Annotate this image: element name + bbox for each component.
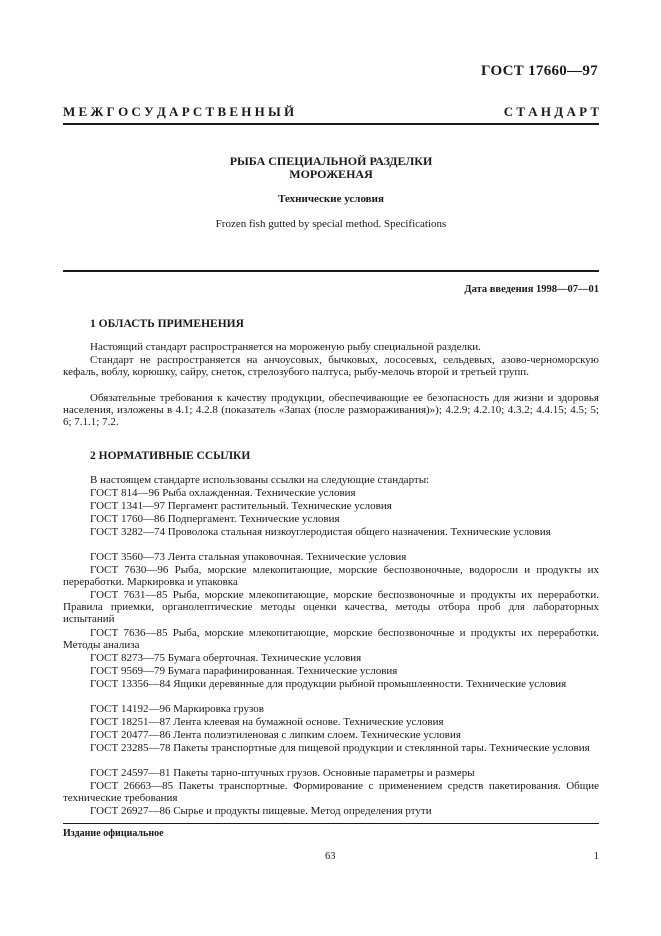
reference-item: ГОСТ 23285—78 Пакеты транспортные для пищевой продукции и стеклянной тары. Технические условия xyxy=(90,742,590,754)
reference-item: ГОСТ 7631—85 Рыба, морские млекопитающие, морские беспозвоночные и продукты их переработки. Правила приемки, органолептические методы оценки качества, методы отбора проб для лабораторных испытаний xyxy=(63,589,599,625)
title-line-1: РЫБА СПЕЦИАЛЬНОЙ РАЗДЕЛКИ xyxy=(229,154,433,168)
page-number: 63 xyxy=(325,851,336,862)
reference-item: ГОСТ 1341—97 Пергамент растительный. Технические условия xyxy=(90,500,392,512)
reference-item: ГОСТ 9569—79 Бумага парафинированная. Технические условия xyxy=(90,665,398,677)
official-edition-label: Издание официальное xyxy=(63,828,164,839)
interstate-standard-banner xyxy=(63,104,599,120)
reference-item: ГОСТ 3282—74 Проволока стальная низкоуглеродистая общего назначения. Технические условия xyxy=(90,526,551,538)
header-rule xyxy=(63,123,599,125)
footer-rule xyxy=(63,823,599,824)
document-subtitle: Технические условия xyxy=(278,193,384,205)
document-title xyxy=(63,155,599,181)
reference-item: ГОСТ 26663—85 Пакеты транспортные. Формирование с применением средств пакетирования. Общие технические требования xyxy=(63,780,599,804)
section-1-paragraph-3: Обязательные требования к качеству продукции, обеспечивающие ее безопасность для жизни и здоровья населения, изложены в 4.1; 4.2.8 (показатель «Запах (после размораживания)»); 4.2.9; 4.2.10; 4.3.2; 4.4.15; 4.5; 5; 6; 7.1.1; 7.2. xyxy=(63,392,599,428)
reference-item: ГОСТ 24597—81 Пакеты тарно-штучных грузов. Основные параметры и размеры xyxy=(90,767,475,779)
sheet-number: 1 xyxy=(593,851,599,862)
reference-item: ГОСТ 814—96 Рыба охлажденная. Технические условия xyxy=(90,487,356,499)
introduction-date: Дата введения 1998—07—01 xyxy=(464,284,599,295)
interstate-word: М Е Ж Г О С У Д А Р С Т В Е Н Н Ы Й xyxy=(63,104,295,119)
reference-item: ГОСТ 26927—86 Сырье и продукты пищевые. Метод определения ртути xyxy=(90,805,432,817)
reference-item: ГОСТ 3560—73 Лента стальная упаковочная. Технические условия xyxy=(90,551,407,563)
section-1-paragraph-1: Настоящий стандарт распространяется на мороженую рыбу специальной разделки. xyxy=(90,341,481,353)
reference-item: ГОСТ 8273—75 Бумага оберточная. Технические условия xyxy=(90,652,362,664)
reference-item: ГОСТ 14192—96 Маркировка грузов xyxy=(90,703,264,715)
english-title: Frozen fish gutted by special method. Specifications xyxy=(215,218,447,230)
section-1-heading: 1 ОБЛАСТЬ ПРИМЕНЕНИЯ xyxy=(90,318,244,330)
standard-word: С Т А Н Д А Р Т xyxy=(503,104,599,119)
reference-item: ГОСТ 7630—96 Рыба, морские млекопитающие, морские беспозвоночные, водоросли и продукты их переработки. Маркировка и упаковка xyxy=(63,564,599,588)
section-2-heading: 2 НОРМАТИВНЫЕ ССЫЛКИ xyxy=(90,450,251,462)
document-code: ГОСТ 17660—97 xyxy=(480,63,598,79)
reference-item: ГОСТ 13356—84 Ящики деревянные для продукции рыбной промышленности. Технические условия xyxy=(90,678,567,690)
reference-item: ГОСТ 7636—85 Рыба, морские млекопитающие, морские беспозвоночные и продукты их переработки. Методы анализа xyxy=(63,627,599,651)
title-line-2: МОРОЖЕНАЯ xyxy=(289,167,373,181)
reference-item: ГОСТ 1760—86 Подпергамент. Технические условия xyxy=(90,513,340,525)
reference-item: ГОСТ 20477—86 Лента полиэтиленовая с липким слоем. Технические условия xyxy=(90,729,461,741)
section-2-intro: В настоящем стандарте использованы ссылки на следующие стандарты: xyxy=(90,474,430,486)
title-rule xyxy=(63,270,599,272)
section-1-paragraph-2: Стандарт не распространяется на анчоусовых, бычковых, лососевых, сельдевых, азово-черноморскую кефаль, воблу, корюшку, сайру, снеток, стрелозубого палтуса, рыбу-мелочь второй и третьей групп. xyxy=(63,354,599,378)
reference-item: ГОСТ 18251—87 Лента клеевая на бумажной основе. Технические условия xyxy=(90,716,444,728)
